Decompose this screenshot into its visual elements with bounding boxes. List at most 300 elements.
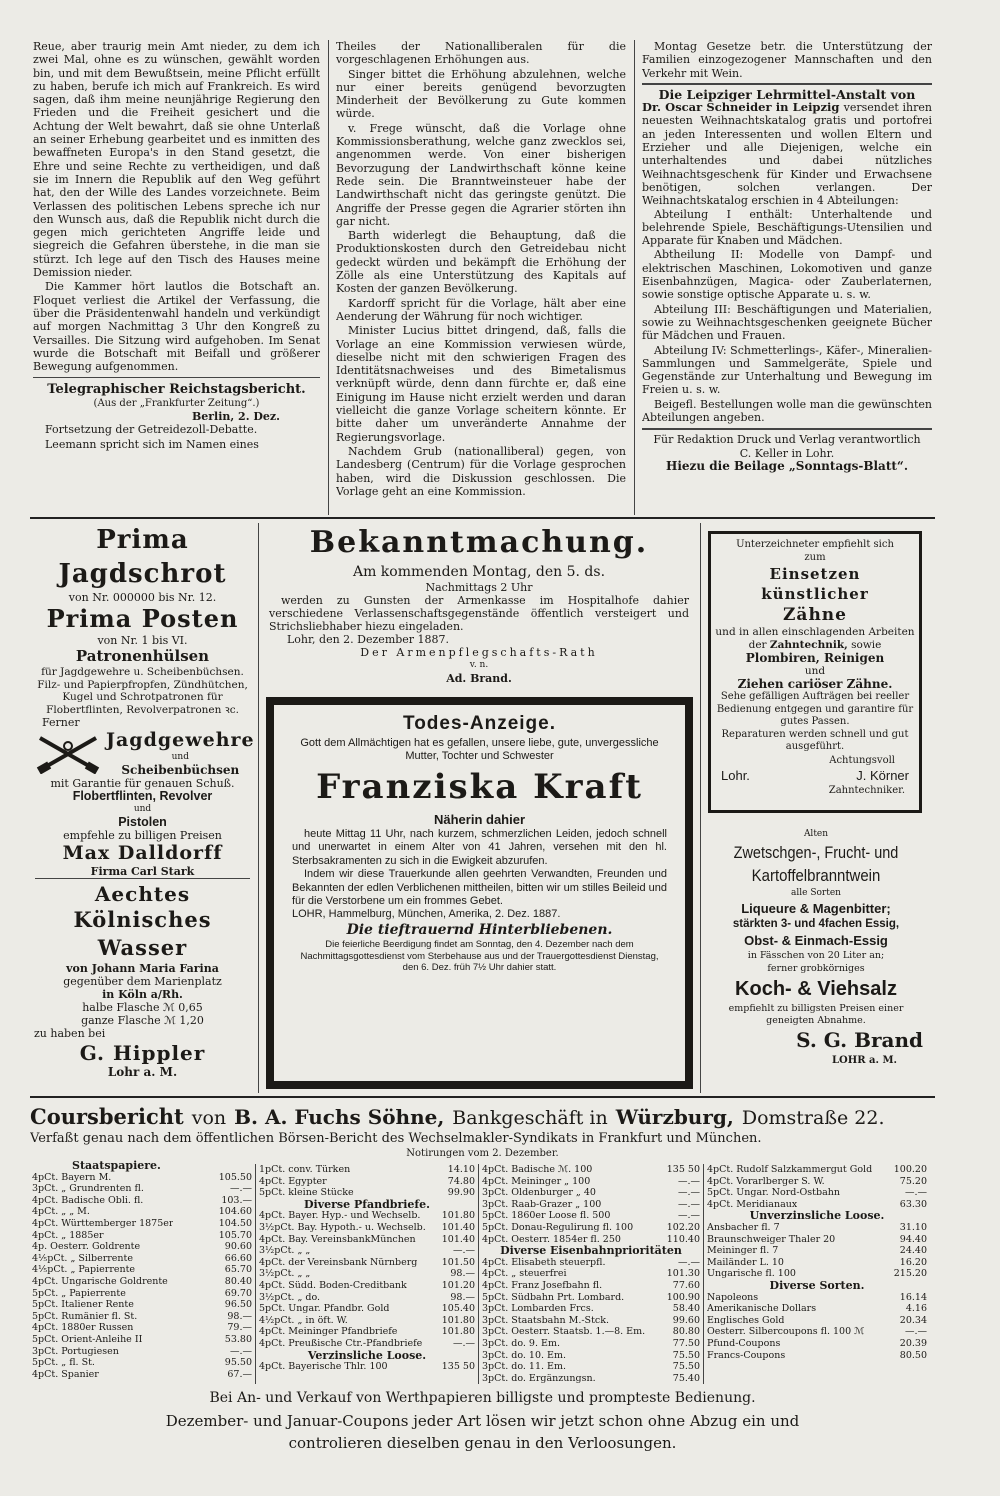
- security-name: 4pCt. Preußische Ctr.-Pfandbriefe: [259, 1337, 423, 1349]
- security-name: 3pCt. do. 10. Em.: [482, 1349, 567, 1361]
- table-row: [482, 1210, 700, 1222]
- security-price: —.—: [229, 1183, 252, 1195]
- security-name: 5pCt. Südbahn Prt. Lombard.: [482, 1291, 625, 1303]
- section-rule: [30, 1096, 935, 1098]
- security-name: 4⅕pCt. „ Silberrente: [32, 1252, 133, 1264]
- security-name: 4pCt. Bay. VereinsbankMünchen: [259, 1233, 416, 1245]
- security-name: 4p. Oesterr. Goldrente: [32, 1241, 141, 1253]
- security-name: 3pCt. Staatsbahn M.-Stck.: [482, 1314, 609, 1326]
- column-rule: [328, 40, 329, 515]
- paragraph: Beigefl. Bestellungen wolle man die gewünschten Abteilungen angeben.: [642, 397, 932, 425]
- security-price: 103.—: [221, 1194, 252, 1206]
- security-name: Englisches Gold: [707, 1314, 785, 1326]
- table-row: [259, 1315, 475, 1327]
- ad-subtitle: Näherin dahier: [433, 812, 526, 827]
- ad-line: Am kommenden Montag, den 5. ds.: [352, 564, 606, 580]
- table-row: [32, 1172, 252, 1184]
- ad-line: empfehle zu billigen Preisen: [63, 829, 222, 843]
- security-name: 4pCt. Oesterr. 1854er fl. 250: [482, 1233, 621, 1245]
- ad-heading-name: Dr. Oscar Schneider in Leipzig: [642, 100, 840, 115]
- ad-body: Sehe gefälligen Aufträgen bei reeller Bedienung entgegen und garantire für gutes Passen.: [716, 691, 914, 727]
- ad-line: Lohr, den 2. Dezember 1887.: [287, 633, 450, 646]
- security-price: 66.60: [224, 1252, 252, 1264]
- table-row: [259, 1164, 475, 1176]
- kurs-title: Würzburg,: [615, 1105, 734, 1129]
- kurs-rows: [707, 1292, 927, 1362]
- security-price: 101.50: [441, 1256, 475, 1268]
- kurs-rows: [707, 1222, 927, 1280]
- security-name: 5pCt. 1860er Loose fl. 500: [482, 1210, 611, 1222]
- security-price: 90.60: [224, 1241, 252, 1253]
- security-price: —.—: [677, 1175, 700, 1187]
- security-name: 3pCt. do. 11. Em.: [482, 1361, 567, 1373]
- security-price: 104.60: [218, 1206, 252, 1218]
- table-row: [32, 1206, 252, 1218]
- security-name: 4pCt. Meininger „ 100: [482, 1175, 591, 1187]
- table-row: [482, 1257, 700, 1269]
- kurs-rows: [259, 1164, 475, 1199]
- ad-title: Einsetzen künstlicher: [761, 565, 869, 603]
- paragraph: Kardorff spricht für die Vorlage, hält aber eine Aenderung der Währung für noch wichtiger.: [336, 296, 626, 323]
- table-row: [707, 1257, 927, 1269]
- security-name: 4pCt. Meridianaux: [707, 1198, 798, 1210]
- ad-ort: Lohr.: [721, 767, 750, 783]
- ad-body: für Jagdgewehre u. Scheibenbüchsen. Filz- und Papierpfropfen, Zündhütchen, Kugel und Schrotpatronen für Flobertflinten, Revolverpatronen ꝛc.: [37, 666, 248, 716]
- ad-subtitle: stärkten 3- und 4fachen Essig,: [732, 918, 900, 930]
- ad-line: in Fässchen von 20 Liter an;: [747, 950, 885, 961]
- table-row: [259, 1176, 475, 1188]
- price-line: ganze Flasche ℳ 1,20: [81, 1014, 204, 1027]
- ad-line: und: [133, 804, 152, 815]
- security-price: 105.50: [218, 1171, 252, 1183]
- security-price: 99.60: [672, 1314, 700, 1326]
- ad-subtitle: Flobertflinten, Revolver: [72, 789, 213, 804]
- security-name: 3½pCt. „ „: [259, 1245, 311, 1257]
- kurs-col-1: [32, 1160, 252, 1388]
- table-row: [707, 1176, 927, 1188]
- paragraph: Abtheilung II: Modelle von Dampf- und elektrischen Maschinen, Lokomotiven und ganze Eisenbahnzügen, Magica- oder Zauberlaternen, sowie sonstige optische Apparate u. s. w.: [642, 248, 932, 302]
- security-price: 98.—: [450, 1268, 475, 1280]
- security-price: 102.20: [666, 1221, 700, 1233]
- table-row: [259, 1361, 475, 1373]
- security-price: 74.80: [447, 1175, 475, 1187]
- table-row: [482, 1338, 700, 1350]
- ad-heading: [642, 101, 932, 207]
- table-row: [32, 1253, 252, 1265]
- ad-line: Lohr a. M.: [107, 1065, 178, 1079]
- security-price: —.—: [677, 1210, 700, 1222]
- ad-line: [30, 962, 255, 975]
- paragraph: Reue, aber traurig mein Amt nieder, zu dem ich zwei Mal, ohne es zu wünschen, gewählt worden bin, und mit dem Bewußtsein, meine Pflicht erfüllt zu haben, berufe ich mich auf Frankreich. Es wird sagen, daß ihm meine neunjährige Regierung den Frieden und die Freiheit gesichert und die Achtung der Welt bewahrt, daß sie ohne Unterlaß an seiner Erhebung gearbeitet und es inmitten des bewaffneten Europa's in den Stand gesetzt, die Ehre und seine Rechte zu vertheidigen, und daß sie im Innern die Republik auf den Weg geführt hat, den der Wille des Landes vorzeichnete. Beim Verlassen des politischen Lebens spreche ich nur den Wunsch aus, daß die Republik nicht durch die gegen mich gerichteten Angriffe leide und siegreich die Gefahren überstehe, in die man sie stürzt. Ich lege auf den Tisch des Hauses meine Demission nieder.: [33, 40, 320, 280]
- ad-title: Todes-Anzeige.: [403, 713, 556, 734]
- security-price: 65.70: [224, 1264, 252, 1276]
- security-name: 4pCt. „ „ M.: [32, 1206, 90, 1218]
- security-price: 101.80: [441, 1326, 475, 1338]
- supplement-note: Hiezu die Beilage „Sonntags-Blatt“.: [666, 458, 908, 473]
- paragraph: Leemann spricht sich im Namen eines: [45, 437, 259, 451]
- table-row: [482, 1303, 700, 1315]
- imprint: Für Redaktion Druck und Verlag verantwortlich: [653, 433, 921, 447]
- ad-line: gegenüber dem Marienplatz: [63, 975, 222, 988]
- paragraph: Fortsetzung der Getreidezoll-Debatte.: [45, 423, 258, 437]
- kurs-rows: [32, 1172, 252, 1381]
- kurs-footer: controlieren dieselben genau in den Verloosungen.: [288, 1434, 677, 1452]
- kurs-title: B. A. Fuchs Söhne,: [234, 1105, 445, 1129]
- ad-name: Ad. Brand.: [446, 672, 512, 685]
- ad-todes-anzeige: [280, 711, 679, 1075]
- security-price: —.—: [677, 1198, 700, 1210]
- security-price: 75.50: [672, 1349, 700, 1361]
- table-row: [259, 1303, 475, 1315]
- ad-subtitle: Pistolen: [118, 815, 167, 830]
- table-row: [32, 1230, 252, 1242]
- security-name: 3pCt. Raab-Grazer „ 100: [482, 1198, 602, 1210]
- imprint-name: C. Keller in Lohr.: [739, 446, 835, 460]
- security-price: 101.80: [441, 1314, 475, 1326]
- security-name: Braunschweiger Thaler 20: [707, 1233, 836, 1245]
- ad-branntwein: [705, 828, 927, 1090]
- column-rule: [255, 1164, 256, 1384]
- security-name: Francs-Coupons: [707, 1349, 786, 1361]
- security-price: 101.40: [441, 1221, 475, 1233]
- ad-line: von Nr. 000000 bis Nr. 12.: [68, 591, 217, 604]
- security-name: 4pCt. Egypter: [259, 1175, 327, 1187]
- security-name: 1pCt. conv. Türken: [259, 1164, 351, 1175]
- ad-bekanntmachung: [263, 523, 695, 693]
- ad-line: Zahntechniker.: [828, 784, 905, 796]
- security-price: —.—: [452, 1337, 475, 1349]
- ad-title: Koch- & Viehsalz: [735, 978, 897, 1000]
- table-row: [707, 1222, 927, 1234]
- ad-sign: Die tieftrauernd Hinterbliebenen.: [346, 922, 613, 939]
- ad-name: G. Hippler: [79, 1041, 206, 1065]
- security-name: 4pCt. Elisabeth steuerpfl.: [482, 1256, 606, 1268]
- security-name: 3pCt. do. Ergänzungsn.: [482, 1372, 596, 1384]
- security-name: 5pCt. „ Papierrente: [32, 1287, 126, 1299]
- security-name: 5pCt. Italiener Rente: [32, 1299, 134, 1311]
- security-name: 4pCt. Ungarische Goldrente: [32, 1275, 168, 1287]
- ad-line: von Nr. 1 bis VI.: [97, 634, 188, 647]
- ad-line: mit Garantie für genauen Schuß.: [50, 777, 235, 791]
- security-price: 215.20: [893, 1268, 927, 1280]
- security-name: 4pCt. Spanier: [32, 1368, 99, 1380]
- table-row: [259, 1326, 475, 1338]
- security-price: 99.90: [447, 1187, 475, 1199]
- security-price: —.—: [452, 1245, 475, 1257]
- kurs-rows: [482, 1257, 700, 1385]
- table-heading: Unverzinsliche Loose.: [749, 1209, 885, 1223]
- table-row: [482, 1280, 700, 1292]
- table-heading: Verzinsliche Loose.: [307, 1348, 427, 1362]
- article-column-3: [642, 40, 932, 515]
- security-price: 96.50: [224, 1299, 252, 1311]
- security-price: 135 50: [666, 1164, 700, 1175]
- ad-body-text: sowie: [851, 639, 882, 651]
- table-row: [32, 1322, 252, 1334]
- kurs-rows: [707, 1164, 927, 1210]
- ad-body-bold: Zahntechnik,: [769, 639, 848, 651]
- ad-line: zum: [804, 552, 826, 563]
- security-name: 5pCt. Orient-Anleihe II: [32, 1333, 143, 1345]
- table-row: [259, 1210, 475, 1222]
- table-row: [707, 1303, 927, 1315]
- security-name: Ansbacher fl. 7: [707, 1221, 780, 1233]
- ad-body-bold: Ziehen cariöser Zähne.: [737, 677, 893, 691]
- ad-line: Der Armenpflegschafts-Rath: [360, 646, 598, 659]
- ad-line: Alten: [803, 829, 829, 839]
- ad-title: Kölnisches Wasser: [73, 907, 212, 960]
- security-price: 31.10: [899, 1221, 927, 1233]
- security-price: 80.40: [224, 1275, 252, 1287]
- kurs-col-2: [259, 1164, 475, 1388]
- table-row: [32, 1311, 252, 1323]
- paragraph: Abteilung I enthält: Unterhaltende und belehrende Spiele, Beschäftigungs-Utensilien und Apparate für Knaben und Mädchen.: [642, 207, 932, 248]
- security-price: 69.70: [224, 1287, 252, 1299]
- security-price: 135 50: [441, 1361, 475, 1373]
- ad-name: J. Körner: [856, 767, 909, 783]
- source-line: (Aus der „Frankfurter Zeitung“.): [93, 397, 260, 409]
- paragraph: Barth widerlegt die Behauptung, daß die Produktionskosten durch den Getreidebau nicht gedeckt würden und bekämpft die Erhöhung der Zölle als eine Unterstützung des Kapitals auf Kosten der ganzen Bevölkerung.: [336, 229, 626, 296]
- obituary-box: [266, 697, 693, 1089]
- divider: [35, 878, 250, 879]
- kurs-title: Bankgeschäft in: [452, 1107, 608, 1129]
- security-price: 95.50: [224, 1357, 252, 1369]
- security-price: —.—: [904, 1187, 927, 1199]
- security-name: Amerikanische Dollars: [707, 1303, 817, 1315]
- security-price: 100.20: [893, 1164, 927, 1175]
- ad-body: [715, 626, 915, 691]
- security-name: Pfund-Coupons: [707, 1337, 781, 1349]
- ad-body: heute Mittag 11 Uhr, nach kurzem, schmerzlichen Leiden, jedoch schnell und unerwartet in einem Alter von 41 Jahren, versehen mit den hl. Sterbsakramenten zu sich in die Ewigkeit abzurufen.: [292, 828, 667, 867]
- security-price: 75.40: [672, 1372, 700, 1384]
- security-price: 20.34: [899, 1314, 927, 1326]
- security-name: 4pCt. Bayer. Hyp.- und Wechselb.: [259, 1210, 421, 1222]
- table-row: [32, 1195, 252, 1207]
- security-name: 4pCt. der Vereinsbank Nürnberg: [259, 1256, 418, 1268]
- security-name: 4pCt. Württemberger 1875er: [32, 1217, 174, 1229]
- section-rule: [30, 517, 935, 519]
- ad-line: und: [171, 752, 189, 763]
- column-rule: [478, 1164, 479, 1384]
- ad-title: Kartoffelbranntwein: [751, 866, 881, 885]
- kurs-rows: [259, 1361, 475, 1373]
- ad-line: LOHR a. M.: [832, 1055, 897, 1066]
- ad-line: Nachmittags 2 Uhr: [425, 581, 533, 594]
- security-name: 4pCt. Bayern M.: [32, 1171, 112, 1183]
- security-name: 3½pCt. „ do.: [259, 1291, 321, 1303]
- table-row: [482, 1268, 700, 1280]
- table-row: [259, 1338, 475, 1350]
- column-rule: [703, 1164, 704, 1384]
- ad-line: Unterzeichneter empfiehlt sich: [736, 539, 894, 550]
- security-price: —.—: [677, 1256, 700, 1268]
- table-row: [32, 1369, 252, 1381]
- security-name: Ungarische fl. 100: [707, 1268, 796, 1280]
- ad-body: Die feierliche Beerdigung findet am Sonntag, den 4. Dezember nach dem Nachmittagsgottesdienst vom Sterbehause aus und der Trauergottesdienst Dienstag, den 6. Dez. früh 7½ Uhr dahier statt.: [300, 939, 659, 974]
- security-price: 16.20: [899, 1256, 927, 1268]
- security-price: 24.40: [899, 1245, 927, 1257]
- paragraph: Abteilung IV: Schmetterlings-, Käfer-, Mineralien-Sammlungen und Sammelgeräte, Spiele und Gegenstände zur Unterhaltung und Bewegung im Freien u. s. w.: [642, 343, 932, 397]
- security-price: 63.30: [899, 1198, 927, 1210]
- table-row: [32, 1218, 252, 1230]
- article-column-2: [336, 40, 626, 515]
- security-name: 4pCt. Rudolf Salzkammergut Gold: [707, 1164, 873, 1175]
- security-price: 77.60: [672, 1279, 700, 1291]
- security-name: 3pCt. „ Grundrenten fl.: [32, 1183, 144, 1195]
- divider: [642, 428, 932, 430]
- kurs-title: von: [191, 1107, 227, 1129]
- security-name: 4⅕pCt. „ Papierrente: [32, 1264, 136, 1276]
- table-row: [482, 1326, 700, 1338]
- table-row: [707, 1292, 927, 1304]
- ad-line: Achtungsvoll: [829, 754, 895, 766]
- security-price: 98.—: [227, 1310, 252, 1322]
- security-name: 4pCt. „ 1885er: [32, 1229, 104, 1241]
- kurs-rows: [259, 1210, 475, 1349]
- ad-subtitle: Patronenhülsen: [75, 647, 210, 665]
- table-heading: Diverse Eisenbahnprioritäten: [500, 1244, 682, 1258]
- security-name: Napoleons: [707, 1291, 759, 1303]
- kurs-col-3: [482, 1164, 700, 1388]
- security-name: Oesterr. Silbercoupons fl. 100 ℳ: [707, 1326, 865, 1338]
- table-row: [707, 1187, 927, 1199]
- ad-title: Prima Posten: [46, 604, 239, 633]
- ad-body-text: und: [804, 665, 826, 677]
- security-name: 3pCt. Oesterr. Staatsb. 1.—8. Em.: [482, 1326, 646, 1338]
- security-name: 4½pCt. „ in öft. W.: [259, 1314, 348, 1326]
- security-name: 4pCt. Südd. Boden-Creditbank: [259, 1279, 407, 1291]
- ad-body: empfiehlt zu billigsten Preisen einer geneigten Abnahme.: [728, 1003, 904, 1026]
- security-price: 105.70: [218, 1229, 252, 1241]
- table-row: [482, 1373, 700, 1385]
- table-row: [707, 1234, 927, 1246]
- ad-body-text: und in allen einschlagenden Arbeiten der: [715, 626, 915, 651]
- ad-body: werden zu Gunsten der Armenkasse im Hospitalhofe dahier verschiedene Verlassenschaftsgegenstände öffentlich versteigert und Strichsliebhaber hiezu eingeladen.: [269, 594, 689, 633]
- table-row: [32, 1264, 252, 1276]
- paragraph: Theiles der Nationalliberalen für die vorgeschlagenen Erhöhungen aus.: [336, 40, 626, 67]
- security-price: 80.80: [672, 1326, 700, 1338]
- ad-heading: Die Leipziger Lehrmittel-Anstalt von: [658, 86, 916, 102]
- ad-body: Reparaturen werden schnell und gut ausgeführt.: [721, 728, 909, 752]
- security-price: 100.90: [666, 1291, 700, 1303]
- security-name: 4pCt. Vorarlberger S. W.: [707, 1175, 825, 1187]
- divider: [642, 83, 932, 85]
- column-rule: [258, 523, 259, 1093]
- security-name: 4pCt. Badische ℳ. 100: [482, 1164, 593, 1175]
- table-row: [707, 1338, 927, 1350]
- security-name: 4pCt. Franz Josefbahn fl.: [482, 1279, 603, 1291]
- security-name: 4pCt. 1880er Russen: [32, 1322, 134, 1334]
- security-price: 105.40: [441, 1303, 475, 1315]
- ad-name: S. G. Brand: [796, 1028, 923, 1052]
- security-price: 98.—: [450, 1291, 475, 1303]
- security-name: 5pCt. Donau-Regulirung fl. 100: [482, 1221, 634, 1233]
- kurs-rows: [482, 1164, 700, 1245]
- article-column-1: [33, 40, 320, 515]
- security-price: 80.50: [899, 1349, 927, 1361]
- ad-line: in Köln a/Rh.: [102, 988, 183, 1001]
- ad-title: Prima Jagdschrot: [58, 525, 227, 589]
- table-row: [32, 1299, 252, 1311]
- ad-line: LOHR, Hammelburg, München, Amerika, 2. Dez. 1887.: [292, 908, 561, 921]
- paragraph: Abteilung III: Beschäftigungen und Materialien, sowie zu Weihnachtsgeschenken geeignete Bücher für Mädchen und Frauen.: [642, 302, 932, 343]
- security-price: 104.50: [218, 1217, 252, 1229]
- table-row: [32, 1288, 252, 1300]
- table-row: [707, 1164, 927, 1176]
- ad-line: alle Sorten: [791, 888, 841, 898]
- paragraph: Singer bittet die Erhöhung abzulehnen, welche nur einer bereits genügend bevorzugten Minderheit der Bevölkerung zu Gute kommen würde.: [336, 67, 626, 121]
- table-row: [482, 1187, 700, 1199]
- security-price: —.—: [677, 1187, 700, 1199]
- table-row: [482, 1222, 700, 1234]
- ad-line: zu haben bei: [34, 1027, 106, 1040]
- ad-line: Firma Carl Stark: [90, 865, 195, 875]
- security-name: 5pCt. kleine Stücke: [259, 1187, 354, 1199]
- security-name: 3pCt. do. 9. Em.: [482, 1337, 560, 1349]
- table-row: [32, 1241, 252, 1253]
- security-name: Meininger fl. 7: [707, 1245, 779, 1257]
- table-row: [32, 1334, 252, 1346]
- ad-name: Max Dalldorff: [62, 842, 223, 865]
- guns-row: [30, 729, 255, 777]
- ad-body: Gott dem Allmächtigen hat es gefallen, unsere liebe, gute, unvergessliche Mutter, Tochter und Schwester: [300, 737, 659, 762]
- security-price: —.—: [229, 1345, 252, 1357]
- kurs-subtitle: Verfaßt genau nach dem öffentlichen Börsen-Bericht des Wechselmakler-Syndikats in Frankfurt und München.: [30, 1131, 762, 1146]
- table-row: [482, 1350, 700, 1362]
- ad-jagdschrot: [30, 523, 255, 875]
- security-price: 79.—: [227, 1322, 252, 1334]
- security-price: 101.80: [441, 1210, 475, 1222]
- kurs-col-4: [707, 1164, 927, 1388]
- security-price: 101.20: [441, 1279, 475, 1291]
- dateline: Berlin, 2. Dez.: [191, 410, 280, 424]
- ad-line: Ferner: [42, 716, 80, 730]
- ad-title: Bekanntmachung.: [309, 525, 649, 560]
- table-row: [482, 1199, 700, 1211]
- security-price: 77.50: [672, 1337, 700, 1349]
- kursbericht-header: [30, 1104, 935, 1130]
- table-row: [707, 1326, 927, 1338]
- kurs-title: Coursbericht: [30, 1104, 184, 1129]
- table-row: [482, 1361, 700, 1373]
- table-row: [259, 1234, 475, 1246]
- price-line: halbe Flasche ℳ 0,65: [82, 1001, 203, 1014]
- ad-subtitle: Obst- & Einmach-Essig: [744, 933, 888, 948]
- table-row: [32, 1183, 252, 1195]
- security-price: 4.16: [905, 1303, 927, 1315]
- security-name: Mailänder L. 10: [707, 1256, 784, 1268]
- ad-title: Zähne: [783, 605, 847, 625]
- security-name: 5pCt. Rumänier fl. St.: [32, 1310, 138, 1322]
- security-name: 3½pCt. „ „: [259, 1268, 311, 1280]
- table-row: [482, 1315, 700, 1327]
- security-price: 67.—: [227, 1368, 252, 1380]
- paragraph: Die Kammer hört lautlos die Botschaft an. Floquet verliest die Artikel der Verfassung, die über die Präsidentenwahl handeln und verkündigt auf morgen Nachmittag 3 Uhr den Kongreß zu Versailles. Die Sitzung wird aufgehoben. Im Senat wurde die Botschaft mit Beifall und größerer Bewegung aufgenommen.: [33, 280, 320, 374]
- paragraph: Montag Gesetze betr. die Unterstützung der Familien einzogezogener Mannschaften und den Verkehr mit Wein.: [642, 40, 932, 80]
- ad-body: Indem wir diese Trauerkunde allen geehrten Verwandten, Freunden und Bekannten der edlen Verblichenen mittheilen, bitten wir um stilles Beileid und für die Verstorbene um ein frommes Gebet.: [292, 868, 667, 908]
- deceased-name: Franziska Kraft: [316, 767, 643, 807]
- security-price: 75.50: [672, 1361, 700, 1373]
- paragraph: v. Frege wünscht, daß die Vorlage ohne Kommissionsberathung, welche ganz zwecklos sei, angenommen werde. Von einer bisherigen Bevorzugung der Landwirthschaft könne keine Rede sein. Die Branntweinsteuer habe der Landwirthschaft nicht das geringste genützt. Die Angriffe der Presse gegen die Agrarier störten ihn gar nicht.: [336, 121, 626, 228]
- table-row: [707, 1245, 927, 1257]
- ad-line: ferner grobkörniges: [767, 963, 865, 974]
- security-price: 110.40: [666, 1233, 700, 1245]
- table-row: [259, 1257, 475, 1269]
- ad-subtitle: Liqueure & Magenbitter;: [741, 901, 891, 916]
- security-name: 4pCt. Badische Obli. fl.: [32, 1194, 144, 1206]
- security-name: 4pCt. „ steuerfrei: [482, 1268, 567, 1280]
- security-name: 3½pCt. Bay. Hypoth.- u. Wechselb.: [259, 1221, 426, 1233]
